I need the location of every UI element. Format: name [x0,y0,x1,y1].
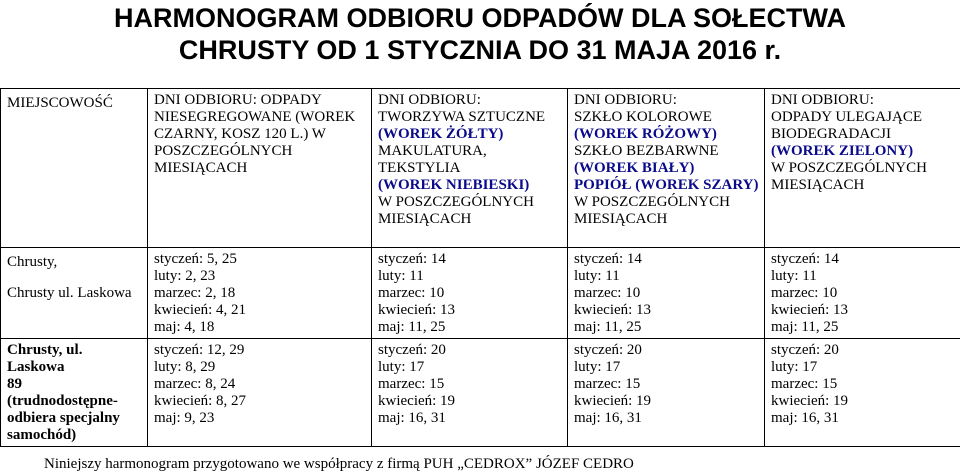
header-mixed-waste-label: DNI ODBIORU: ODPADY NIESEGREGOWANE (WOREK CZARNY, KOSZ 120 L.) W POSZCZEGÓLNYCH MIESIĄCACH [154,92,356,176]
footer-note: Niniejszy harmonogram przygotowano we współpracy z firmą PUH „CEDROX” JÓZEF CEDRO [44,456,634,472]
bag-green-label: (WOREK ZIELONY) [771,143,914,159]
schedule-table [0,88,960,447]
header-mixed-waste [148,89,372,248]
glass-ash-dates-cell [568,248,765,339]
dates-list: styczeń: 12, 29 luty: 8, 29 marzec: 8, 24 kwiecień: 8, 27 maj: 9, 23 [154,342,247,426]
header-glass-ash [568,89,765,248]
bio-dates-cell [765,248,960,339]
header-location-label: MIEJSCOWOŚĆ [7,95,113,111]
dates-list: styczeń: 14 luty: 11 marzec: 10 kwiecień: 13 maj: 11, 25 [574,251,652,335]
location-name: Chrusty ul. Laskowa [7,285,132,301]
dates-list: styczeń: 14 luty: 11 marzec: 10 kwiecień: 13 maj: 11, 25 [771,251,849,335]
location-cell [1,248,148,339]
plastic-paper-dates-cell [372,248,568,339]
header-location [1,89,148,248]
mixed-dates-cell [148,339,372,447]
bag-white-label: (WOREK BIAŁY) [574,160,695,176]
mixed-dates-cell [148,248,372,339]
bio-dates-cell [765,339,960,447]
header-line: W POSZCZEGÓLNYCH MIESIĄCACH [378,194,534,227]
dates-list: styczeń: 20 luty: 17 marzec: 15 kwiecień: 19 maj: 16, 31 [574,342,652,426]
dates-list: styczeń: 5, 25 luty: 2, 23 marzec: 2, 18 kwiecień: 4, 21 maj: 4, 18 [154,251,247,335]
header-line: TWORZYWA SZTUCZNE [378,109,546,125]
bag-blue-label: (WOREK NIEBIESKI) [378,177,530,193]
header-line: W POSZCZEGÓLNYCH MIESIĄCACH [574,194,730,227]
dates-list: styczeń: 20 luty: 17 marzec: 15 kwiecień: 19 maj: 16, 31 [771,342,849,426]
document-title [0,2,960,66]
header-plastic-paper [372,89,568,248]
header-line: MAKULATURA, [378,143,487,159]
location-note: 89 (trudnodostępne- odbiera specjalny samochód) [7,376,120,443]
header-line: DNI ODBIORU: [378,92,481,108]
header-line: TEKSTYLIA [378,160,461,176]
title-line-1: HARMONOGRAM ODBIORU ODPADÓW DLA SOŁECTWA [114,3,846,33]
bag-grey-label: POPIÓŁ (WOREK SZARY) [574,177,759,193]
header-line: SZKŁO BEZBARWNE [574,143,719,159]
location-name: Chrusty, [7,254,58,270]
header-row [1,89,960,248]
table-row [1,339,960,447]
table-row [1,248,960,339]
plastic-paper-dates-cell [372,339,568,447]
title-line-2: CHRUSTY OD 1 STYCZNIA DO 31 MAJA 2016 r. [178,35,782,65]
location-cell [1,339,148,447]
header-line: W POSZCZEGÓLNYCH MIESIĄCACH [771,160,927,193]
header-line: DNI ODBIORU: [771,92,874,108]
bag-yellow-label: (WOREK ŻÓŁTY) [378,126,504,142]
header-line: SZKŁO KOLOROWE [574,109,712,125]
dates-list: styczeń: 14 luty: 11 marzec: 10 kwiecień: 13 maj: 11, 25 [378,251,456,335]
bag-pink-label: (WOREK RÓŻOWY) [574,126,717,142]
header-bio [765,89,960,248]
location-name: Chrusty, ul. Laskowa [7,342,83,375]
dates-list: styczeń: 20 luty: 17 marzec: 15 kwiecień: 19 maj: 16, 31 [378,342,456,426]
glass-ash-dates-cell [568,339,765,447]
header-line: DNI ODBIORU: [574,92,677,108]
header-line: ODPADY ULEGAJĄCE BIODEGRADACJI [771,109,922,142]
